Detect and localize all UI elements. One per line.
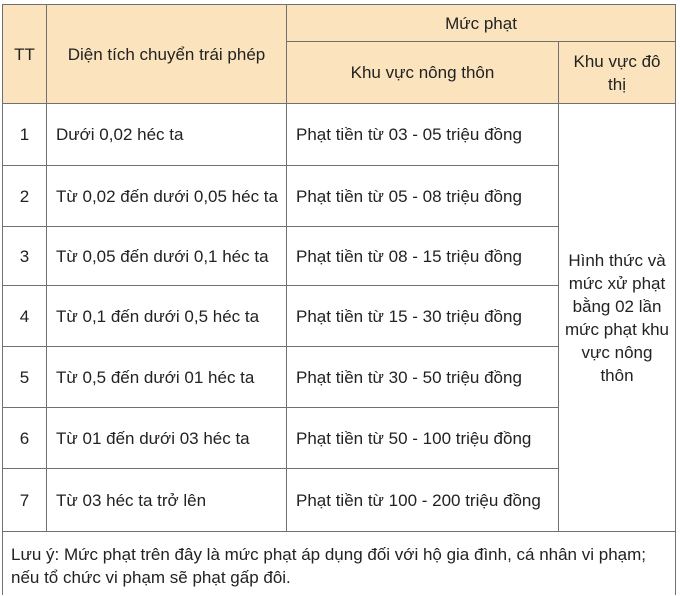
row-6-rural: Phạt tiền từ 50 - 100 triệu đồng — [287, 408, 559, 469]
row-1-rural: Phạt tiền từ 03 - 05 triệu đồng — [287, 104, 559, 166]
row-3-rural: Phạt tiền từ 08 - 15 triệu đồng — [287, 227, 559, 286]
row-4-rural: Phạt tiền từ 15 - 30 triệu đồng — [287, 286, 559, 347]
footnote: Lưu ý: Mức phạt trên đây là mức phạt áp dụng đối với hộ gia đình, cá nhân vi phạm; nếu tổ chức vi phạm sẽ phạt gấp đôi. — [3, 532, 676, 595]
row-2-rural: Phạt tiền từ 05 - 08 triệu đồng — [287, 166, 559, 227]
row-6-tt: 6 — [3, 408, 47, 469]
header-area: Diện tích chuyển trái phép — [47, 5, 287, 104]
row-2-area: Từ 0,02 đến dưới 0,05 héc ta — [47, 166, 287, 227]
header-rural: Khu vực nông thôn — [287, 42, 559, 104]
row-7-area: Từ 03 héc ta trở lên — [47, 469, 287, 532]
row-3-tt: 3 — [3, 227, 47, 286]
header-urban: Khu vực đô thị — [559, 42, 676, 104]
row-3-area: Từ 0,05 đến dưới 0,1 héc ta — [47, 227, 287, 286]
row-4-tt: 4 — [3, 286, 47, 347]
row-5-tt: 5 — [3, 347, 47, 408]
row-1-area: Dưới 0,02 héc ta — [47, 104, 287, 166]
row-7-rural: Phạt tiền từ 100 - 200 triệu đồng — [287, 469, 559, 532]
row-2-tt: 2 — [3, 166, 47, 227]
header-tt: TT — [3, 5, 47, 104]
row-6-area: Từ 01 đến dưới 03 héc ta — [47, 408, 287, 469]
row-5-area: Từ 0,5 đến dưới 01 héc ta — [47, 347, 287, 408]
row-5-rural: Phạt tiền từ 30 - 50 triệu đồng — [287, 347, 559, 408]
row-4-area: Từ 0,1 đến dưới 0,5 héc ta — [47, 286, 287, 347]
penalty-table — [2, 4, 676, 595]
row-1-tt: 1 — [3, 104, 47, 166]
header-penalty: Mức phạt — [287, 5, 676, 42]
row-7-tt: 7 — [3, 469, 47, 532]
urban-penalty-rule: Hình thức và mức xử phạt bằng 02 lần mức phạt khu vực nông thôn — [559, 104, 676, 532]
